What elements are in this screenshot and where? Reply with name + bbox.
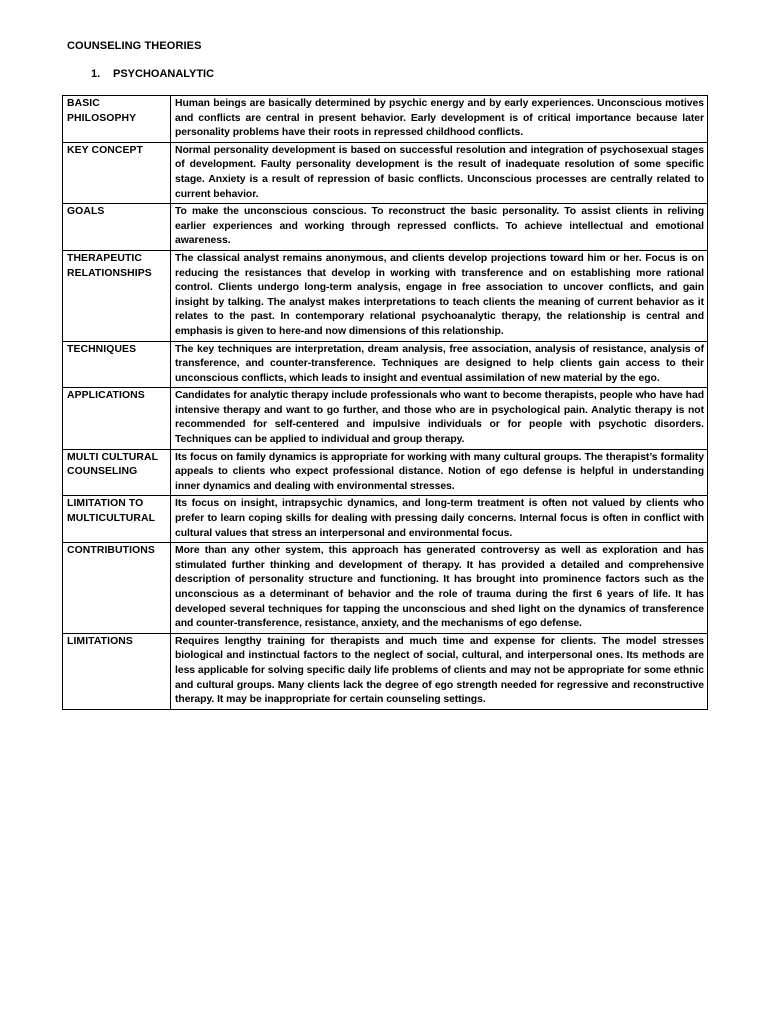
row-text: The classical analyst remains anonymous, and clients develop projections toward him or her. Focus is on reducing the resistances that develop in working with transference and on establishing more rational control. Clients undergo long-term analysis, engage in free association to uncover conflicts, and gain insight by talking. The analyst makes interpretations to teach clients the meaning of current behavior as it relates to the past. In contemporary relational psychoanalytic therapy, the relationship is central and emphasis is given to here-and now dimensions of this relationship. bbox=[171, 250, 708, 341]
row-label: APPLICATIONS bbox=[63, 388, 171, 449]
section-number: 1. bbox=[91, 68, 101, 80]
table-row-therapeutic-relationships bbox=[63, 250, 708, 341]
table-row-limitations bbox=[63, 633, 708, 709]
row-label: KEY CONCEPT bbox=[63, 142, 171, 203]
table-row-applications bbox=[63, 388, 708, 449]
row-label: BASIC PHILOSOPHY bbox=[63, 96, 171, 143]
row-label: LIMITATION TO MULTICULTURAL bbox=[63, 496, 171, 543]
table-row-techniques bbox=[63, 341, 708, 388]
table-row-limitation-to-multicultural bbox=[63, 496, 708, 543]
row-label: LIMITATIONS bbox=[63, 633, 171, 709]
row-label: CONTRIBUTIONS bbox=[63, 543, 171, 634]
row-text: Requires lengthy training for therapists and much time and expense for clients. The model stresses biological and instinctual factors to the neglect of social, cultural, and interpersonal ones. Its methods are less applicable for solving specific daily life problems of clients and may not be appropriate for some ethnic and cultural groups. Many clients lack the degree of ego strength needed for regressive and reconstructive therapy. It may be inappropriate for certain counseling settings. bbox=[171, 633, 708, 709]
row-label: TECHNIQUES bbox=[63, 341, 171, 388]
theory-table bbox=[62, 95, 708, 710]
section-heading bbox=[91, 68, 214, 80]
row-text: The key techniques are interpretation, dream analysis, free association, analysis of resistance, analysis of transference, and counter-transference. Techniques are designed to help clients gain access to their unconscious conflicts, which leads to insight and eventual assimilation of new material by the ego. bbox=[171, 341, 708, 388]
row-text: Candidates for analytic therapy include professionals who want to become therapists, people who have had intensive therapy and want to go further, and those who are in psychological pain. Analytic therapy is not recommended for self-centered and impulsive individuals or for people with psychotic disorders. Techniques can be applied to individual and group therapy. bbox=[171, 388, 708, 449]
row-text: Human beings are basically determined by psychic energy and by early experiences. Unconscious motives and conflicts are central in present behavior. Early development is of critical importance because later personality problems have their roots in repressed childhood conflicts. bbox=[171, 96, 708, 143]
row-text: Normal personality development is based on successful resolution and integration of psychosexual stages of development. Faulty personality development is the result of inadequate resolution of some specific stage. Anxiety is a result of repression of basic conflicts. Unconscious processes are centrally related to current behavior. bbox=[171, 142, 708, 203]
table-row-goals bbox=[63, 204, 708, 251]
row-label: THERAPEUTIC RELATIONSHIPS bbox=[63, 250, 171, 341]
row-text: Its focus on family dynamics is appropriate for working with many cultural groups. The therapist’s formality appeals to clients who expect professional distance. Notion of ego defense is helpful in understanding inner dynamics and dealing with environmental stresses. bbox=[171, 449, 708, 496]
table-row-basic-philosophy bbox=[63, 96, 708, 143]
row-label: GOALS bbox=[63, 204, 171, 251]
row-text: Its focus on insight, intrapsychic dynamics, and long-term treatment is often not valued by clients who prefer to learn coping skills for dealing with pressing daily concerns. Internal focus is often in conflict with cultural values that stress an interpersonal and environmental focus. bbox=[171, 496, 708, 543]
row-label: MULTI CULTURAL COUNSELING bbox=[63, 449, 171, 496]
table-row-key-concept bbox=[63, 142, 708, 203]
table-row-contributions bbox=[63, 543, 708, 634]
row-text: More than any other system, this approach has generated controversy as well as exploration and has stimulated further thinking and development of therapy. It has provided a detailed and comprehensive description of personality structure and functioning. It has brought into prominence factors such as the unconscious as a determinant of behavior and the role of trauma during the first 6 years of life. It has developed several techniques for tapping the unconscious and shed light on the dynamics of transference and counter-transference, resistance, anxiety, and the mechanisms of ego defense. bbox=[171, 543, 708, 634]
section-title: PSYCHOANALYTIC bbox=[113, 68, 215, 80]
row-text: To make the unconscious conscious. To reconstruct the basic personality. To assist clients in reliving earlier experiences and working through repressed conflicts. To achieve intellectual and emotional awareness. bbox=[171, 204, 708, 251]
table-row-multicultural-counseling bbox=[63, 449, 708, 496]
document-title: COUNSELING THEORIES bbox=[67, 40, 202, 52]
